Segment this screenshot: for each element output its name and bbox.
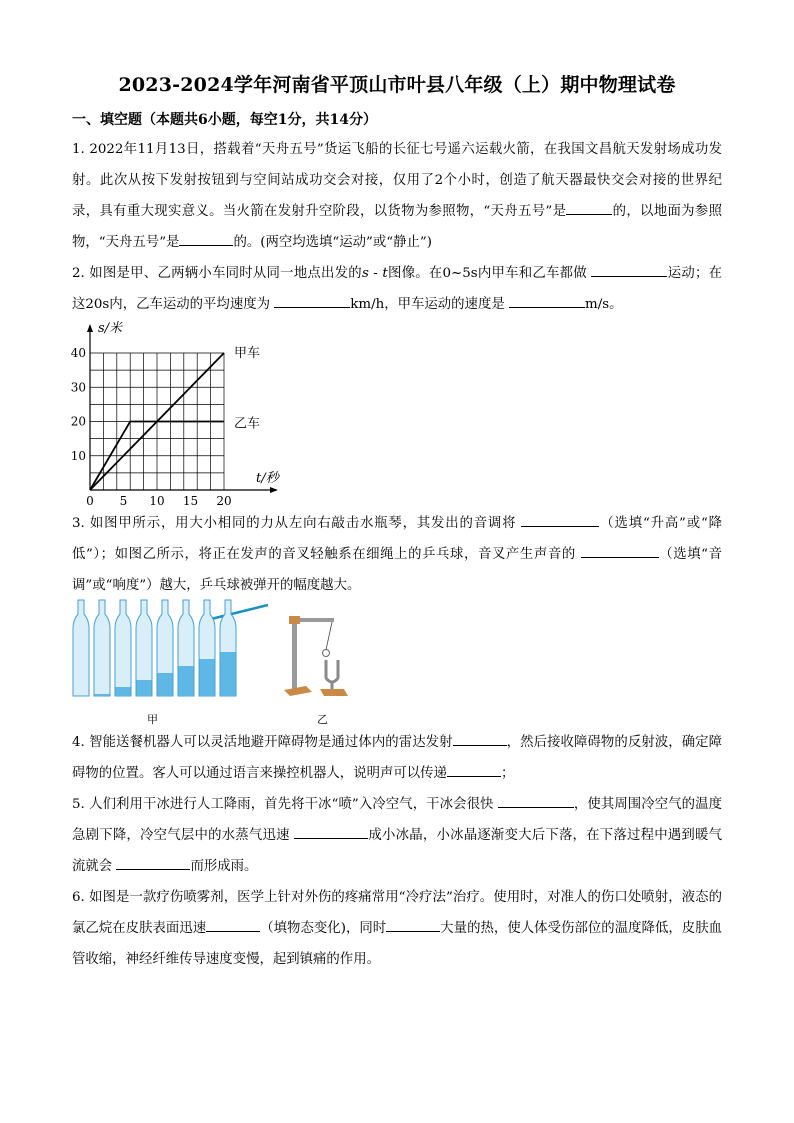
section-heading: 一、填空题（本题共6小题，每空1分，共14分）: [72, 112, 377, 128]
water-bottle: [94, 600, 110, 696]
stand-base: [284, 686, 312, 696]
question-2: [72, 258, 722, 320]
q2-text-a: 2. 如图是甲、乙两辆小车同时从同一地点出发的: [72, 266, 362, 281]
x-axis-label: t/秒: [256, 471, 279, 486]
tuning-fork: [326, 660, 338, 682]
q6-text-c: 大量的热，使人体受伤部位的温度降低，皮肤血管收缩，神经纤维传导速度变慢，起到镇痛的作用。: [72, 921, 723, 967]
ping-pong-ball: [323, 650, 330, 657]
q6-blank-1[interactable]: [206, 917, 260, 932]
q1-text-a: 1. 2022年11月13日，搭载着“天舟五号”货运飞船的长征七号遥六运载火箭，在我国文昌航天发射场成功发射。此次从按下发射按钮到与空间站成功交会对接，仅用了2个小时，创造了航天器最快交会对接的世界纪录，具有重大现实意义。当火箭在发射升空阶段，以货物为参照物，“天舟五号”是: [72, 142, 722, 219]
q1-blank-2[interactable]: [179, 231, 233, 246]
y-tick-label: 40: [70, 346, 86, 360]
water-bottle: [115, 600, 131, 696]
question-3: [72, 508, 722, 601]
question-5: [72, 789, 722, 882]
water-bottle: [178, 600, 194, 696]
q2-symbol-t: t: [382, 266, 388, 281]
figure-caption-yi: 乙: [317, 713, 328, 726]
q5-blank-2[interactable]: [294, 824, 368, 839]
x-tick-label: 20: [216, 494, 232, 508]
q2-text-e: m/s。: [585, 297, 623, 312]
q4-text-c: ；: [500, 766, 515, 781]
q6-blank-2[interactable]: [386, 917, 440, 932]
series-label: 甲车: [234, 346, 261, 361]
q4-blank-1[interactable]: [453, 731, 507, 746]
q2-symbol-s: s: [361, 266, 369, 281]
y-axis-label: s/米: [98, 321, 123, 336]
q1-text-b: 的，以地面为参照物，“天舟五号”是: [72, 204, 722, 250]
q4-blank-2[interactable]: [447, 762, 501, 777]
x-tick-label: 10: [149, 494, 165, 508]
q5-text-d: 而形成雨。: [190, 859, 258, 874]
stand-clamp: [289, 616, 300, 624]
q6-text-b: （填物态变化)，同时: [260, 921, 387, 936]
q5-text-a: 5. 人们利用干冰进行人工降雨，首先将干冰“喷”入冷空气，干冰会很快: [72, 797, 494, 812]
y-tick-label: 10: [70, 448, 86, 463]
y-tick-label: 30: [70, 380, 86, 395]
x-tick-label: 5: [119, 494, 128, 508]
q2-text-d: km/h，甲车运动的速度是: [350, 297, 505, 312]
exam-title: 2023-2024学年河南省平顶山市叶县八年级（上）期中物理试卷: [118, 74, 676, 96]
q4-text-a: 4. 智能送餐机器人可以灵活地避开障碍物是通过体内的雷达发射: [72, 735, 453, 750]
y-tick-label: 20: [70, 414, 86, 429]
q3-blank-2[interactable]: [581, 543, 659, 558]
q6-text-a: 6. 如图是一款疗伤喷雾剂，医学上针对外伤的疼痛常用“冷疗法”治疗。使用时，对准人的伤口处喷射，液态的氯乙烷在皮肤表面迅速: [72, 890, 722, 936]
q1-blank-1[interactable]: [566, 200, 612, 215]
q2-blank-2[interactable]: [274, 293, 350, 308]
q2-text-c: 运动；在这20s内，乙车运动的平均速度为: [72, 266, 722, 312]
q4-text-b: ，然后接收障碍物的反射波，确定障碍物的位置。客人可以通过语言来操控机器人，说明声可以传递: [72, 735, 723, 781]
q3-text-b: （选填“升高”或“降低”）；如图乙所示，将正在发声的音叉轻触系在细绳上的乒乓球，音叉产生声音的: [72, 516, 723, 562]
water-bottle: [157, 600, 173, 696]
q2-text-b: 图像。在0~5s内甲车和乙车都做: [387, 266, 587, 281]
water-bottle: [73, 600, 89, 696]
water-bottles-figure: [68, 598, 278, 702]
tuning-fork-figure: [282, 612, 362, 702]
question-1: [72, 134, 722, 258]
q3-blank-1[interactable]: [521, 512, 599, 527]
q5-text-b: ，使其周围冷空气的温度急剧下降，冷空气层中的水蒸气迅速: [72, 797, 722, 843]
series-label: 乙车: [234, 416, 261, 432]
fork-stem: [331, 681, 334, 689]
x-tick-label: 15: [182, 494, 199, 508]
q3-text-c: （选填“音调”或“响度”）越大，乒乓球被弹开的幅度越大。: [72, 547, 722, 593]
q2-dash: -: [368, 266, 383, 281]
q5-text-c: 成小冰晶，小冰晶逐渐变大后下落，在下落过程中遇到暖气流就会: [72, 828, 723, 874]
q5-blank-3[interactable]: [116, 855, 190, 870]
question-4: [72, 727, 722, 789]
fork-box: [320, 689, 348, 696]
q3-text-a: 3. 如图甲所示，用大小相同的力从左向右敲击水瓶琴，其发出的音调将: [72, 516, 517, 531]
water-bottle: [136, 600, 152, 696]
q2-blank-1[interactable]: [591, 262, 667, 277]
question-6: [72, 882, 722, 975]
y-axis-arrow: [87, 324, 93, 332]
water-bottle: [199, 600, 215, 696]
q5-blank-1[interactable]: [498, 793, 574, 808]
figure-caption-jia: 甲: [147, 713, 158, 726]
q2-blank-3[interactable]: [509, 293, 585, 308]
stand-pole: [292, 618, 297, 690]
x-tick-label: 0: [86, 494, 94, 508]
q1-text-c: 的。(两空均选填“运动”或“静止”): [233, 235, 432, 250]
x-axis-arrow: [270, 487, 278, 493]
st-graph: [60, 318, 300, 514]
thread: [326, 622, 332, 650]
